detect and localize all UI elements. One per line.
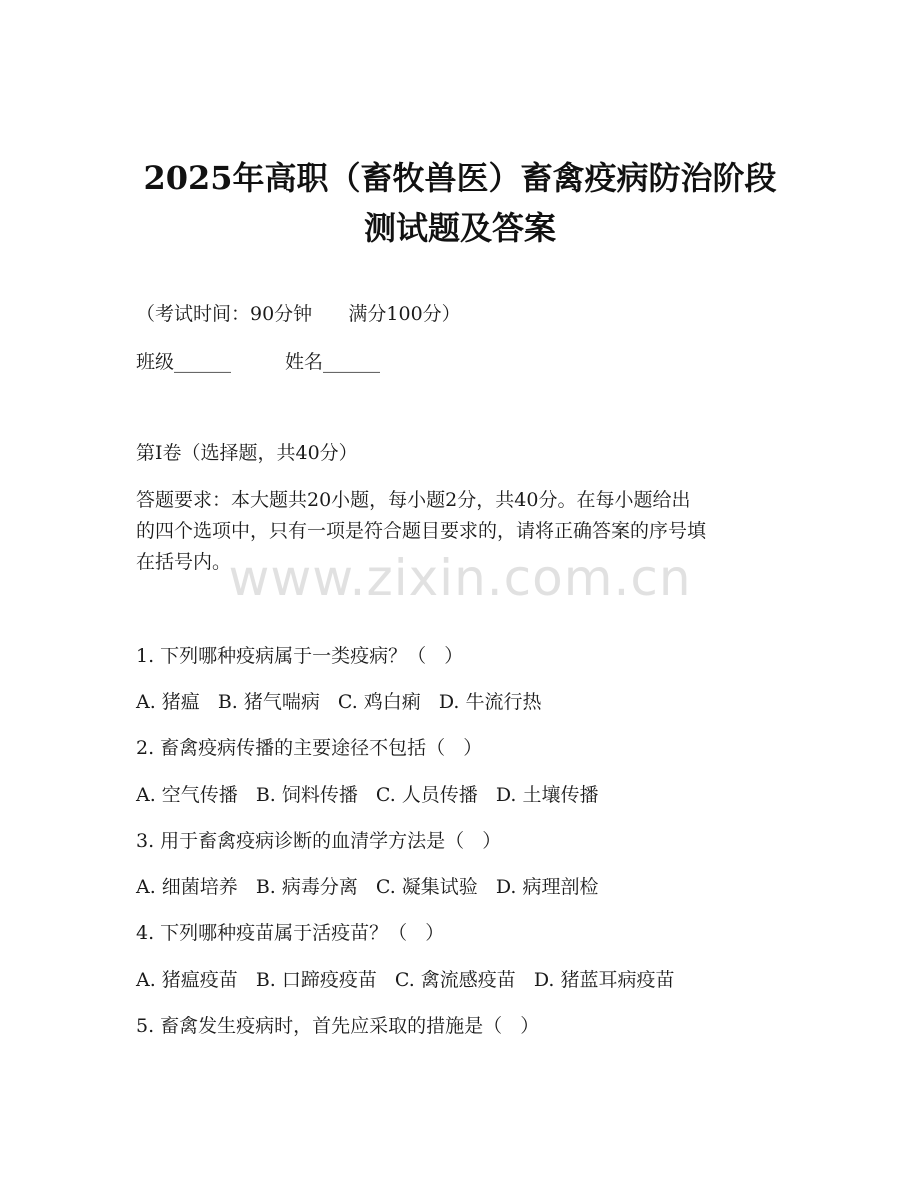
question-1-option-d: D. 牛流行热: [438, 691, 542, 713]
watermark: www.zixin.com.cn: [228, 549, 692, 607]
question-4: 4. 下列哪种疫苗属于活疫苗？（ ）: [136, 922, 445, 944]
exam-info: （考试时间：90分钟 满分100分）: [136, 303, 461, 325]
instructions-line-2: 的四个选项中，只有一项是符合题目要求的，请将正确答案的序号填: [136, 520, 707, 542]
instructions-line-1: 答题要求：本大题共20小题，每小题2分，共40分。在每小题给出: [136, 489, 691, 511]
question-3-option-d: D. 病理剖检: [495, 876, 599, 898]
question-2-option-d: D. 土壤传播: [495, 784, 599, 806]
question-3-options: [136, 874, 598, 900]
question-4-option-c: C. 禽流感疫苗: [394, 969, 516, 991]
question-2-option-c: C. 人员传播: [375, 784, 478, 806]
name-field: 姓名______: [285, 351, 381, 373]
question-1: 1. 下列哪种疫病属于一类疫病？（ ）: [136, 645, 464, 667]
question-1-option-b: B. 猪气喘病: [217, 691, 320, 713]
question-3-option-b: B. 病毒分离: [255, 876, 358, 898]
section-heading: 第I卷（选择题，共40分）: [136, 442, 358, 464]
question-1-option-a: A. 猪瘟: [136, 691, 200, 713]
question-4-option-a: A. 猪瘟疫苗: [136, 969, 238, 991]
question-2: 2. 畜禽疫病传播的主要途径不包括（ ）: [136, 737, 483, 759]
instructions-line-3: 在括号内。: [136, 551, 232, 573]
class-field: 班级______: [136, 351, 232, 373]
question-1-options: [136, 689, 541, 715]
question-4-options: [136, 967, 674, 993]
question-4-option-b: B. 口蹄疫疫苗: [255, 969, 377, 991]
question-3-option-a: A. 细菌培养: [136, 876, 238, 898]
question-1-option-c: C. 鸡白痢: [337, 691, 421, 713]
document-title-line-1: 2025年高职（畜牧兽医）畜禽疫病防治阶段: [143, 159, 777, 197]
student-info-row: [136, 349, 380, 375]
question-2-option-a: A. 空气传播: [136, 784, 238, 806]
question-3-option-c: C. 凝集试验: [375, 876, 478, 898]
question-2-options: [136, 782, 598, 808]
question-5: 5. 畜禽发生疫病时，首先应采取的措施是（ ）: [136, 1015, 540, 1037]
question-4-option-d: D. 猪蓝耳病疫苗: [533, 969, 675, 991]
document-title-line-2: 测试题及答案: [363, 209, 556, 247]
question-3: 3. 用于畜禽疫病诊断的血清学方法是（ ）: [136, 830, 502, 852]
question-2-option-b: B. 饲料传播: [255, 784, 358, 806]
